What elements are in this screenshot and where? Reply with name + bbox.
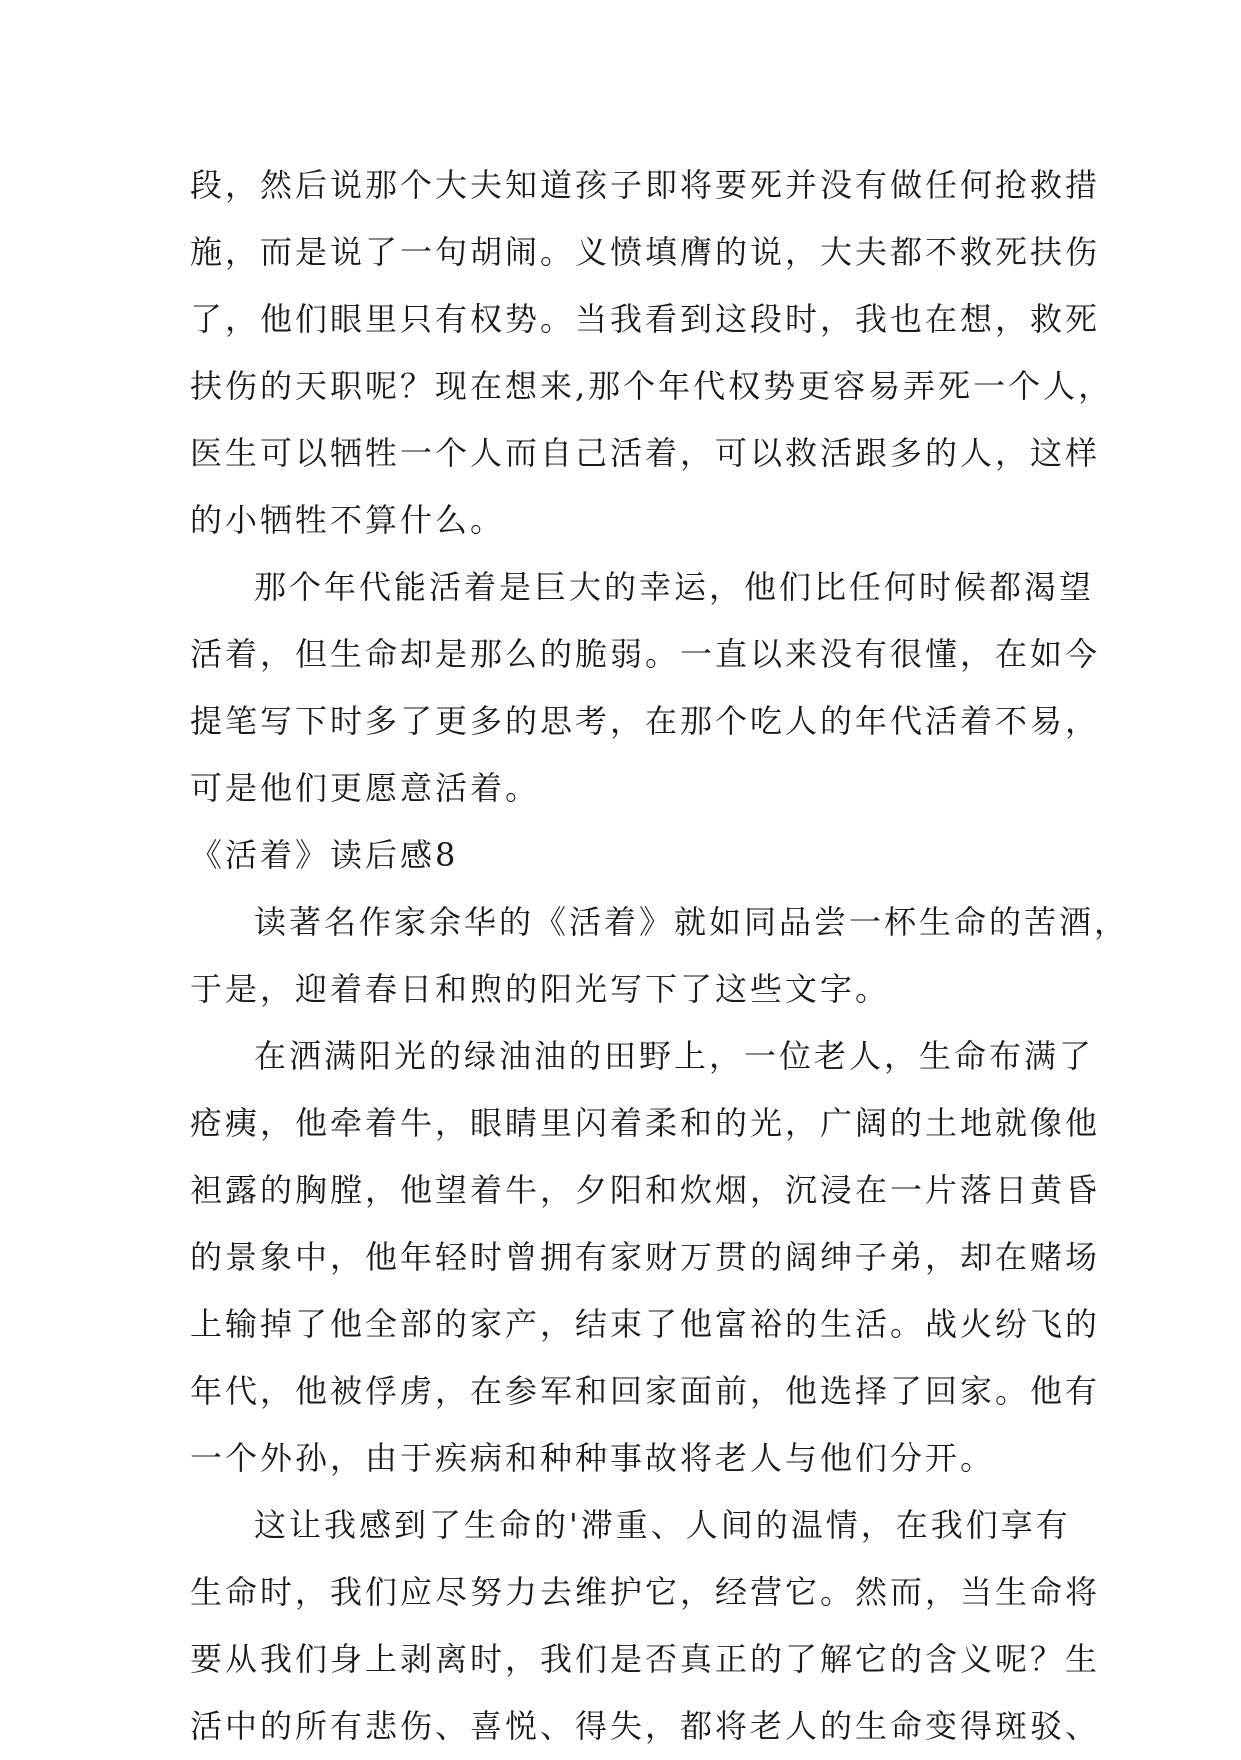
text-line: 上输掉了他全部的家产，结束了他富裕的生活。战火纷飞的: [190, 1305, 1101, 1343]
text-line: 的小牺牲不算什么。: [190, 501, 506, 539]
text-line: 在洒满阳光的绿油油的田野上，一位老人，生命布满了: [254, 1037, 1095, 1075]
text-line: 一个外孙，由于疾病和种种事故将老人与他们分开。: [190, 1439, 996, 1477]
text-line: 读著名作家余华的《活着》就如同品尝一杯生命的苦酒，: [254, 903, 1130, 941]
text-line: 可是他们更愿意活着。: [190, 769, 541, 807]
text-line: 段，然后说那个大夫知道孩子即将要死并没有做任何抢救措: [190, 166, 1101, 204]
text-line: 提笔写下时多了更多的思考，在那个吃人的年代活着不易，: [190, 702, 1101, 740]
text-line: 要从我们身上剥离时，我们是否真正的了解它的含义呢？生: [190, 1640, 1101, 1678]
text-line: 的景象中，他年轻时曾拥有家财万贯的阔绅子弟，却在赌场: [190, 1238, 1101, 1276]
text-line: 施，而是说了一句胡闹。义愤填膺的说，大夫都不救死扶伤: [190, 233, 1101, 271]
text-line: 那个年代能活着是巨大的幸运，他们比任何时候都渴望: [254, 568, 1095, 606]
section-heading: 《活着》读后感8: [190, 836, 459, 874]
text-line: 生命时，我们应尽努力去维护它，经营它。然而，当生命将: [190, 1573, 1101, 1611]
text-line: 了，他们眼里只有权势。当我看到这段时，我也在想，救死: [190, 300, 1101, 338]
text-line: 活中的所有悲伤、喜悦、得失，都将老人的生命变得斑驳、: [190, 1707, 1101, 1745]
text-line: 这让我感到了生命的'滞重、人间的温情，在我们享有: [254, 1506, 1071, 1544]
text-line: 医生可以牺牲一个人而自己活着，可以救活跟多的人，这样: [190, 434, 1101, 472]
text-line: 年代，他被俘虏，在参军和回家面前，他选择了回家。他有: [190, 1372, 1101, 1410]
text-line: 活着，但生命却是那么的脆弱。一直以来没有很懂，在如今: [190, 635, 1101, 673]
text-line: 于是，迎着春日和煦的阳光写下了这些文字。: [190, 970, 891, 1008]
text-line: 疮痍，他牵着牛，眼睛里闪着柔和的光，广阔的土地就像他: [190, 1104, 1101, 1142]
text-line: 扶伤的天职呢？现在想来,那个年代权势更容易弄死一个人，: [190, 367, 1114, 405]
text-line: 袒露的胸膛，他望着牛，夕阳和炊烟，沉浸在一片落日黄昏: [190, 1171, 1101, 1209]
document-body: [190, 152, 1130, 1760]
